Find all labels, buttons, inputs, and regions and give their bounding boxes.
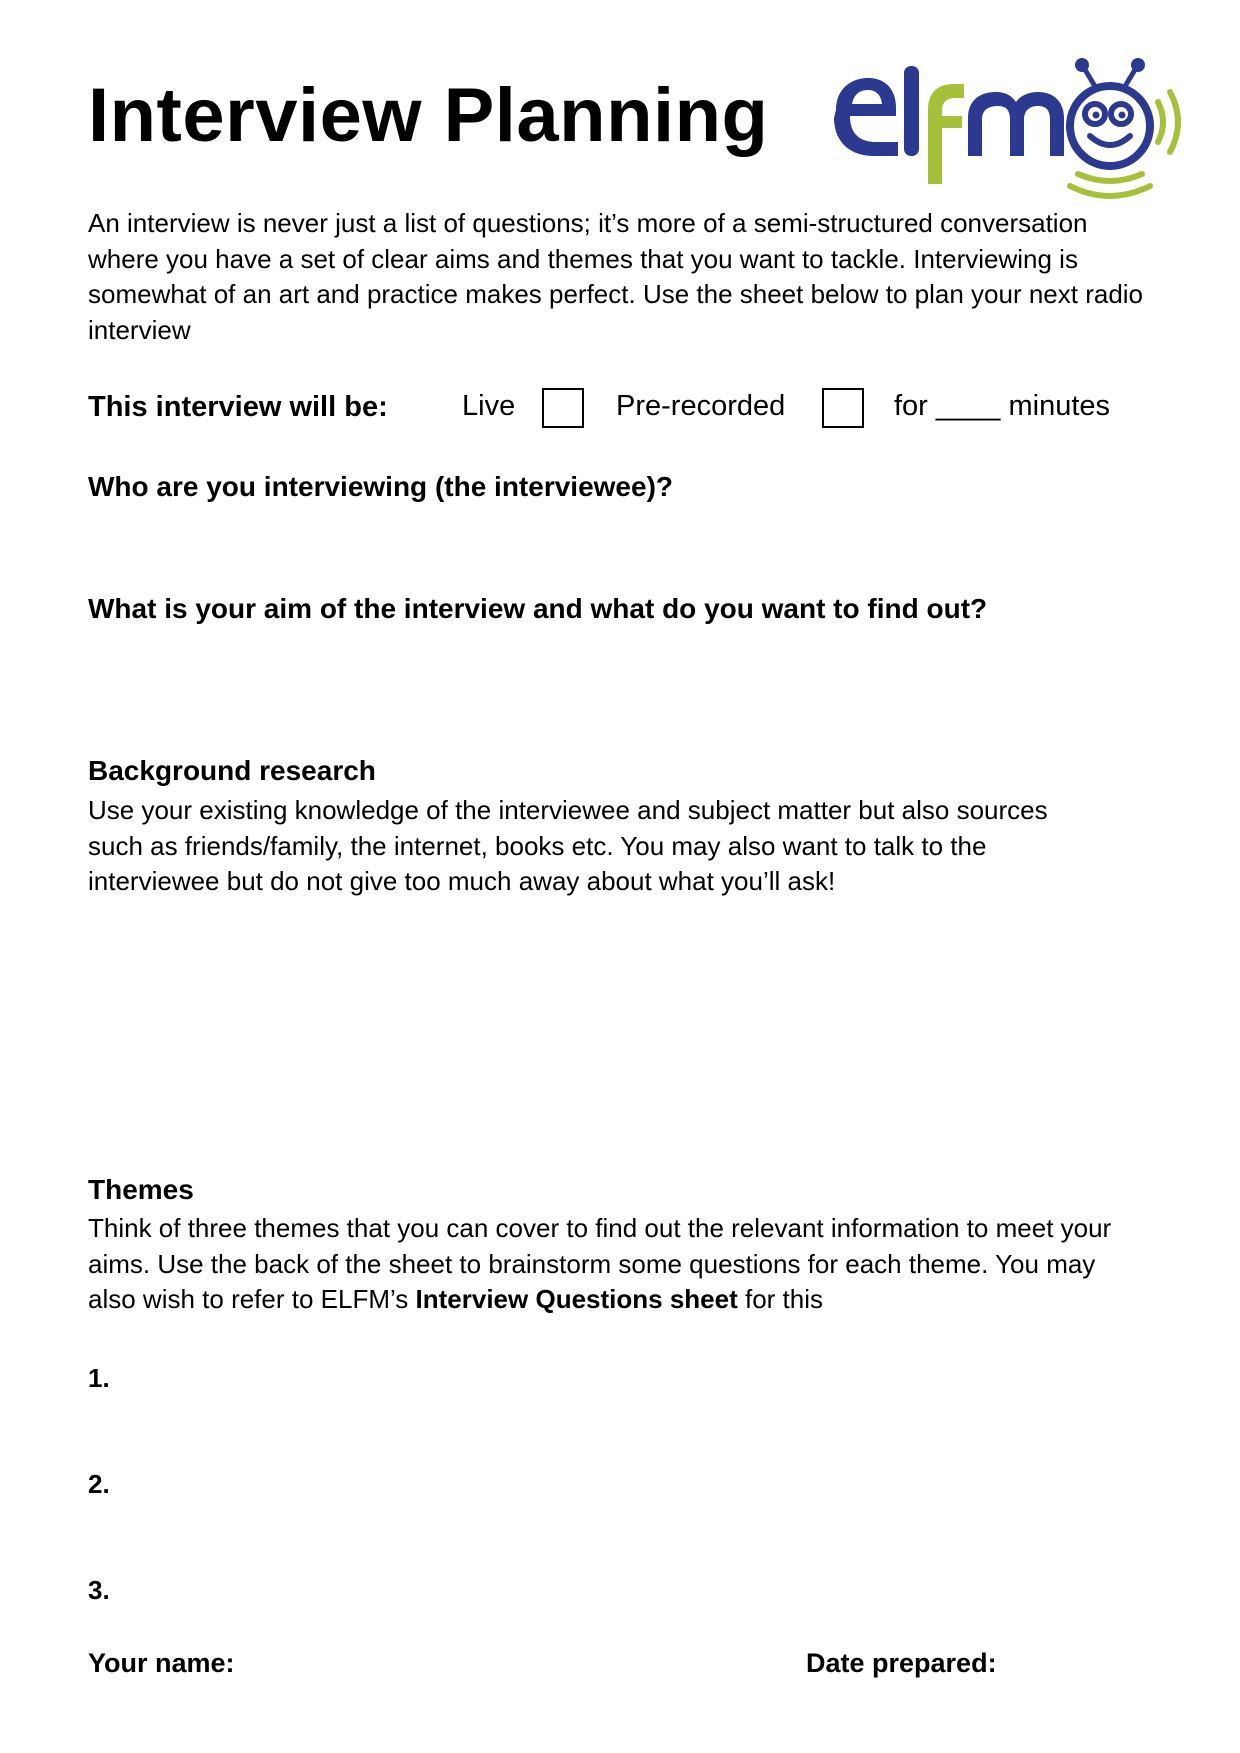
page-title: Interview Planning (88, 73, 769, 158)
interview-type-label: This interview will be: (88, 391, 388, 423)
option-prerecorded-label: Pre-recorded (616, 390, 786, 422)
elfm-logo (808, 56, 1183, 208)
live-checkbox[interactable] (542, 388, 584, 428)
logo-letter-m (968, 92, 1064, 156)
theme-item-1: 1. (88, 1363, 110, 1393)
intro-paragraph: An interview is never just a list of questions; it’s more of a semi-structured conversation where you have a set of clear aims and themes that you want to tackle. Interviewing is somewhat of an art and practice makes perfect. Use the sheet below to plan your next radio interview (88, 208, 1144, 345)
background-text: Use your existing knowledge of the interviewee and subject matter but also sources such as friends/family, the internet, books etc. You may also want to talk to the interviewee but do not give too much away about what you’ll ask! (88, 795, 1048, 896)
theme-item-3: 3. (88, 1575, 110, 1605)
prerecorded-checkbox[interactable] (822, 388, 864, 428)
interview-questions-sheet-reference: Interview Questions sheet (415, 1284, 738, 1314)
logo-letter-e (834, 78, 898, 156)
themes-heading: Themes (88, 1174, 194, 1205)
your-name-label: Your name: (88, 1648, 235, 1678)
aim-question: What is your aim of the interview and what do you want to find out? (88, 593, 988, 624)
interviewee-question: Who are you interviewing (the interviewee)? (88, 471, 673, 502)
themes-text: Think of three themes that you can cover to find out the relevant information to meet your aims. Use the back of the sheet to brainstorm some questions for each theme. You may also wish to refer to ELFM’s Interview Questions sheet for this (88, 1213, 1112, 1314)
robot-head-icon (1070, 58, 1150, 166)
logo-letter-f (928, 84, 964, 184)
background-heading: Background research (88, 755, 376, 786)
option-live-label: Live (462, 390, 516, 422)
logo-letter-l (904, 66, 919, 156)
date-prepared-label: Date prepared: (806, 1648, 997, 1678)
theme-item-2: 2. (88, 1469, 110, 1499)
duration-minutes-field[interactable]: for ____ minutes (894, 390, 1111, 422)
